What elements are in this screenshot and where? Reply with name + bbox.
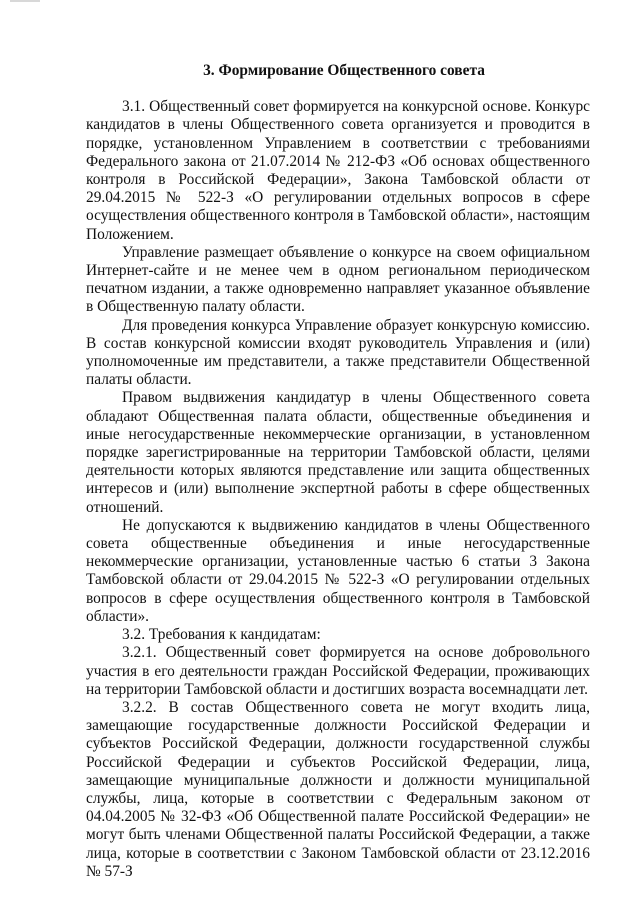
paragraph-3-2-2: 3.2.2. В состав Общественного совета не могут входить лица, замещающие государственные должности Российской Федерации и субъектов Российской Федерации, должности государственной службы Российской Федерации и субъектов Российской Федерации, лица, замещающие муниципальные должности и должности муниципальной службы, лица, которые в соответствии с Федеральным законом от 04.04.2005 № 32-ФЗ «Об Общественной палате Российской Федерации» не могут быть членами Общественной палаты Российской Федерации, а также лица, которые в соответствии с Законом Тамбовской области от 23.12.2016 № 57-З: [86, 698, 590, 880]
section-title: 3. Формирование Общественного совета: [203, 62, 485, 79]
paragraph-3-2: 3.2. Требования к кандидатам:: [122, 626, 321, 644]
paragraph-3-2-1: 3.2.1. Общественный совет формируется на основе добровольного участия в его деятельности граждан Российской Федерации, проживающих на территории Тамбовской области и достигших возраста восемнадцати лет.: [86, 644, 590, 698]
paragraph-nomination-right: Правом выдвижения кандидатур в члены Общественного совета обладают Общественная палата области, общественные объединения и иные негосударственные некоммерческие организации, в установленном порядке зарегистрированные на территории Тамбовской области, целями деятельности которых являются представление или защита общественных интересов и (или) выполнение экспертной работы в сфере общественных отношений.: [86, 389, 590, 516]
paragraph-announcement: Управление размещает объявление о конкурсе на своем официальном Интернет-сайте и не менее чем в одном региональном периодическом печатном издании, а также одновременно направляет указанное объявление в Общественную палату области.: [86, 243, 590, 316]
paragraph-commission: Для проведения конкурса Управление образует конкурсную комиссию. В состав конкурсной комиссии входят руководитель Управления и (или) уполномоченные им представители, а также представители Общественной палаты области.: [86, 316, 590, 389]
paragraph-not-admitted: Не допускаются к выдвижению кандидатов в члены Общественного совета общественные объединения и иные негосударственные некоммерческие организации, установленные частью 6 статьи 3 Закона Тамбовской области от 29.04.2015 № 522-З «О регулировании отдельных вопросов в сфере осуществления общественного контроля в Тамбовской области».: [86, 516, 590, 625]
scan-edge-mark: [10, 0, 40, 2]
paragraph-3-1: 3.1. Общественный совет формируется на конкурсной основе. Конкурс кандидатов в члены Общественного совета организуется и проводится в порядке, установленном Управлением в соответствии с требованиями Федерального закона от 21.07.2014 № 212-ФЗ «Об основах общественного контроля в Российской Федерации», Закона Тамбовской области от 29.04.2015 № 522-З «О регулировании отдельных вопросов в сфере осуществления общественного контроля в Тамбовской области», настоящим Положением.: [86, 98, 590, 243]
